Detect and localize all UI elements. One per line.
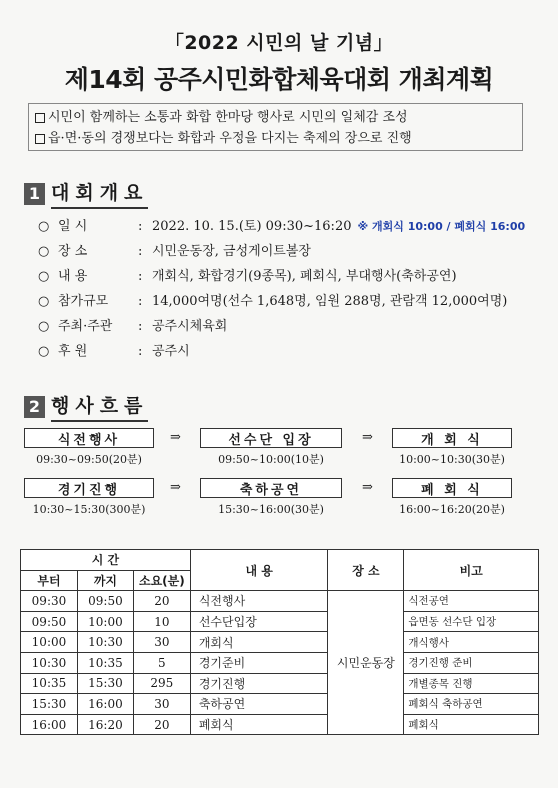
overview-value: 공주시체육회 bbox=[152, 319, 228, 334]
overview-label: 장 소 bbox=[58, 244, 88, 259]
table-header-row bbox=[21, 550, 539, 571]
overview-value: 공주시 bbox=[152, 344, 190, 359]
header-duration: 소요(분) bbox=[133, 570, 190, 591]
table-row bbox=[21, 673, 539, 694]
header-from: 부터 bbox=[21, 570, 78, 591]
cell-to: 15:30 bbox=[77, 673, 133, 694]
cell-note: 폐회식 bbox=[404, 714, 539, 735]
cell-from: 10:00 bbox=[21, 632, 78, 653]
cell-content: 경기진행 bbox=[190, 673, 328, 694]
overview-value: 개회식, 화합경기(9종목), 폐회식, 부대행사(축하공연) bbox=[152, 269, 457, 284]
cell-to: 16:00 bbox=[77, 694, 133, 715]
cell-content: 폐회식 bbox=[190, 714, 328, 735]
overview-item: ○ 참가규모 : 14,000여명(선수 1,648명, 임원 288명, 관람객 12,000여명) bbox=[38, 290, 548, 315]
circle-bullet-icon: ○ bbox=[38, 344, 50, 359]
section-number: 2 bbox=[24, 396, 45, 418]
circle-bullet-icon: ○ bbox=[38, 269, 50, 284]
cell-from: 16:00 bbox=[21, 714, 78, 735]
section-title: 행사흐름 bbox=[51, 391, 148, 422]
flow-step: 선수단 입장 bbox=[200, 428, 342, 448]
cell-duration: 295 bbox=[133, 673, 190, 694]
goals-box bbox=[28, 103, 523, 151]
document-supertitle: 「2022 시민의 날 기념」 bbox=[164, 32, 394, 54]
cell-content: 개회식 bbox=[190, 632, 328, 653]
cell-duration: 20 bbox=[133, 591, 190, 612]
checkbox-icon bbox=[35, 134, 45, 144]
cell-to: 10:00 bbox=[77, 611, 133, 632]
cell-content: 식전행사 bbox=[190, 591, 328, 612]
overview-item: ○ 일 시 : 2022. 10. 15.(토) 09:30~16:20 ※ 개회식 10:00 / 폐회식 16:00 bbox=[38, 215, 548, 240]
cell-from: 15:30 bbox=[21, 694, 78, 715]
table-row bbox=[21, 652, 539, 673]
cell-note: 식전공연 bbox=[404, 591, 539, 612]
flow-step-time: 09:30~09:50(20분) bbox=[36, 453, 142, 466]
flow-step-time: 10:30~15:30(300분) bbox=[32, 503, 146, 516]
overview-label: 일 시 bbox=[58, 219, 88, 234]
schedule-table bbox=[20, 549, 539, 735]
flow-step-time: 16:00~16:20(20분) bbox=[399, 503, 505, 516]
arrow-right-icon: ⇒ bbox=[362, 430, 373, 445]
cell-to: 10:30 bbox=[77, 632, 133, 653]
cell-note: 읍면동 선수단 입장 bbox=[404, 611, 539, 632]
flow-step: 축하공연 bbox=[200, 478, 342, 498]
header-time: 시 간 bbox=[21, 550, 191, 571]
cell-content: 선수단입장 bbox=[190, 611, 328, 632]
cell-from: 09:30 bbox=[21, 591, 78, 612]
cell-note: 개식행사 bbox=[404, 632, 539, 653]
circle-bullet-icon: ○ bbox=[38, 319, 50, 334]
arrow-right-icon: ⇒ bbox=[362, 480, 373, 495]
flow-step: 개 회 식 bbox=[392, 428, 512, 448]
overview-label: 후 원 bbox=[58, 344, 88, 359]
overview-value: 2022. 10. 15.(토) 09:30~16:20 bbox=[152, 219, 352, 234]
flow-step-time: 15:30~16:00(30분) bbox=[218, 503, 324, 516]
overview-label: 내 용 bbox=[58, 269, 88, 284]
flow-step-time: 10:00~10:30(30분) bbox=[399, 453, 505, 466]
overview-value: 시민운동장, 금성게이트볼장 bbox=[152, 244, 311, 259]
section-title: 대회개요 bbox=[51, 178, 148, 209]
flow-step: 폐 회 식 bbox=[392, 478, 512, 498]
circle-bullet-icon: ○ bbox=[38, 294, 50, 309]
table-row bbox=[21, 611, 539, 632]
overview-item: ○ 주최·주관 : 공주시체육회 bbox=[38, 315, 548, 340]
circle-bullet-icon: ○ bbox=[38, 244, 50, 259]
cell-duration: 10 bbox=[133, 611, 190, 632]
section-overview-heading bbox=[24, 178, 148, 209]
table-row bbox=[21, 632, 539, 653]
cell-to: 16:20 bbox=[77, 714, 133, 735]
overview-item: ○ 후 원 : 공주시 bbox=[38, 340, 548, 365]
header-content: 내 용 bbox=[190, 550, 328, 591]
header-note: 비고 bbox=[404, 550, 539, 591]
cell-place: 시민운동장 bbox=[328, 591, 404, 735]
cell-duration: 30 bbox=[133, 632, 190, 653]
overview-label: 주최·주관 bbox=[58, 319, 113, 334]
cell-to: 10:35 bbox=[77, 652, 133, 673]
cell-duration: 5 bbox=[133, 652, 190, 673]
cell-from: 10:30 bbox=[21, 652, 78, 673]
overview-label: 참가규모 bbox=[58, 294, 109, 309]
arrow-right-icon: ⇒ bbox=[170, 430, 181, 445]
section-number: 1 bbox=[24, 183, 45, 205]
header-to: 까지 bbox=[77, 570, 133, 591]
header-place: 장 소 bbox=[328, 550, 404, 591]
goal-text: 시민이 함께하는 소통과 화합 한마당 행사로 시민의 일체감 조성 bbox=[48, 110, 408, 125]
cell-duration: 30 bbox=[133, 694, 190, 715]
cell-duration: 20 bbox=[133, 714, 190, 735]
circle-bullet-icon: ○ bbox=[38, 219, 50, 234]
cell-from: 09:50 bbox=[21, 611, 78, 632]
flow-step: 식전행사 bbox=[24, 428, 154, 448]
checkbox-icon bbox=[35, 113, 45, 123]
overview-list bbox=[38, 215, 548, 365]
cell-note: 폐회식 축하공연 bbox=[404, 694, 539, 715]
cell-note: 개별종목 진행 bbox=[404, 673, 539, 694]
overview-value: 14,000여명(선수 1,648명, 임원 288명, 관람객 12,000여명) bbox=[152, 294, 508, 309]
overview-item: ○ 내 용 : 개회식, 화합경기(9종목), 폐회식, 부대행사(축하공연) bbox=[38, 265, 548, 290]
overview-item: ○ 장 소 : 시민운동장, 금성게이트볼장 bbox=[38, 240, 548, 265]
table-row bbox=[21, 591, 539, 612]
cell-from: 10:35 bbox=[21, 673, 78, 694]
goal-item bbox=[35, 128, 516, 149]
document-title: 제14회 공주시민화합체육대회 개최계획 bbox=[64, 65, 494, 94]
cell-content: 경기준비 bbox=[190, 652, 328, 673]
overview-note: ※ 개회식 10:00 / 폐회식 16:00 bbox=[357, 220, 526, 233]
table-row bbox=[21, 694, 539, 715]
table-row bbox=[21, 714, 539, 735]
cell-note: 경기진행 준비 bbox=[404, 652, 539, 673]
goal-text: 읍·면·동의 경쟁보다는 화합과 우정을 다지는 축제의 장으로 진행 bbox=[48, 131, 412, 146]
flow-step: 경기진행 bbox=[24, 478, 154, 498]
flow-step-time: 09:50~10:00(10분) bbox=[218, 453, 324, 466]
arrow-right-icon: ⇒ bbox=[170, 480, 181, 495]
goal-item bbox=[35, 107, 516, 128]
cell-to: 09:50 bbox=[77, 591, 133, 612]
cell-content: 축하공연 bbox=[190, 694, 328, 715]
section-flow-heading bbox=[24, 391, 148, 422]
